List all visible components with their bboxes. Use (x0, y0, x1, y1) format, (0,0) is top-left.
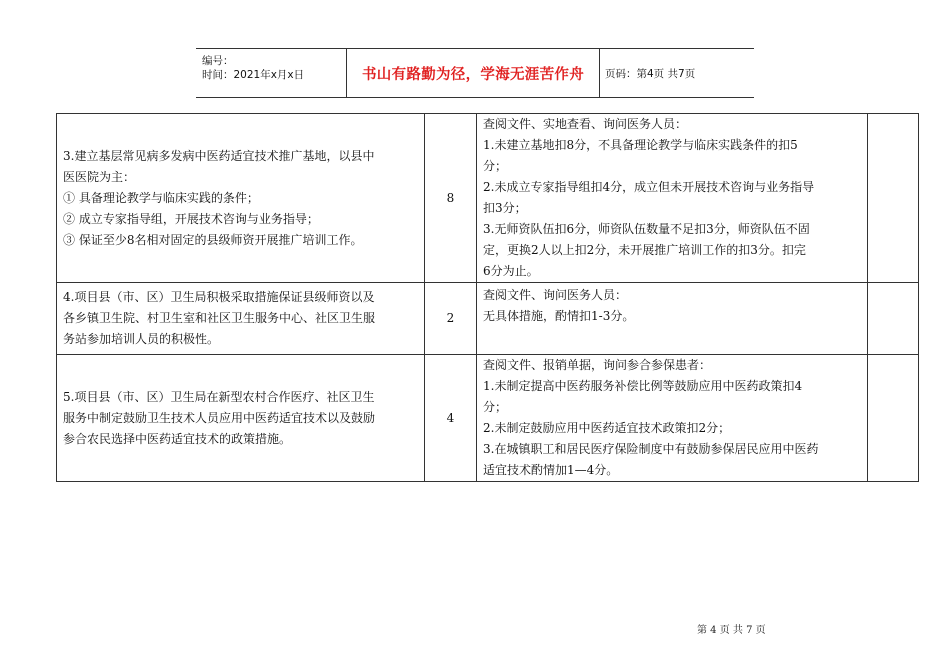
method-line: 3.无师资队伍扣6分，师资队伍数量不足扣3分，师资队伍不固 (483, 222, 810, 236)
table-row (57, 283, 919, 355)
method-cell (477, 114, 868, 283)
method-line: 适宜技术酌情加1—4分。 (483, 463, 619, 477)
method-line: 分； (483, 159, 508, 173)
header-page-cell (599, 49, 754, 97)
header-page-number: 页码：第4页 共7页 (605, 67, 696, 80)
header-motto-cell (346, 49, 600, 97)
method-cell (477, 283, 868, 355)
document-time-label: 时间：2021年x月x日 (202, 69, 305, 81)
item-line: 4.项目县（市、区）卫生局积极采取措施保证县级师资以及 (63, 290, 375, 304)
header-motto: 书山有路勤为径，学海无涯苦作舟 (362, 66, 584, 83)
evaluation-table (56, 113, 919, 482)
item-line: ① 具备理论教学与临床实践的条件； (63, 190, 259, 205)
page-footer: 第 4 页 共 7 页 (697, 625, 766, 636)
method-line: 1.未制定提高中医药服务补偿比例等鼓励应用中医药政策扣4 (483, 379, 803, 393)
item-line: 医医院为主： (63, 169, 136, 184)
item-cell (57, 355, 425, 482)
remark-cell (868, 283, 919, 355)
table-row (57, 355, 919, 482)
method-line: 扣3分； (483, 201, 527, 215)
method-line: 6分为止。 (483, 264, 539, 278)
header-meta (196, 49, 346, 97)
score-cell: 4 (425, 355, 477, 482)
method-line: 定，更换2人以上扣2分，未开展推广培训工作的扣3分。扣完 (483, 243, 806, 257)
page-header (196, 48, 754, 98)
method-line: 3.在城镇职工和居民医疗保险制度中有鼓励参保居民应用中医药 (483, 442, 819, 456)
table-row (57, 114, 919, 283)
method-line: 无具体措施，酌情扣1-3分。 (483, 309, 635, 323)
method-line: 1.未建立基地扣8分，不具备理论教学与临床实践条件的扣5 (483, 138, 798, 152)
method-cell (477, 355, 868, 482)
document-number-label: 编号： (202, 55, 234, 67)
item-line: 3.建立基层常见病多发病中医药适宜技术推广基地，以县中 (63, 148, 375, 163)
item-line: 5.项目县（市、区）卫生局在新型农村合作医疗、社区卫生 (63, 389, 375, 404)
item-line: ② 成立专家指导组，开展技术咨询与业务指导； (63, 211, 319, 226)
remark-cell (868, 114, 919, 283)
item-line: 务站参加培训人员的积极性。 (63, 332, 220, 346)
item-line: 各乡镇卫生院、村卫生室和社区卫生服务中心、社区卫生服 (63, 311, 376, 325)
item-line: ③ 保证至少8名相对固定的县级师资开展推广培训工作。 (63, 232, 363, 247)
method-line: 查阅文件、报销单据，询问参合参保患者： (483, 358, 712, 372)
item-line: 参合农民选择中医药适宜技术的政策措施。 (63, 431, 292, 446)
item-cell (57, 114, 425, 283)
remark-cell (868, 355, 919, 482)
method-line: 2.未成立专家指导组扣4分，成立但未开展技术咨询与业务指导 (483, 180, 815, 194)
item-cell (57, 283, 425, 355)
score-cell: 2 (425, 283, 477, 355)
score-cell: 8 (425, 114, 477, 283)
method-line: 2.未制定鼓励应用中医药适宜技术政策扣2分； (483, 421, 731, 435)
method-line: 查阅文件、询问医务人员： (483, 288, 628, 302)
method-line: 分； (483, 400, 508, 414)
item-line: 服务中制定鼓励卫生技术人员应用中医药适宜技术以及鼓励 (63, 410, 376, 425)
method-line: 查阅文件、实地查看、询问医务人员： (483, 117, 688, 131)
